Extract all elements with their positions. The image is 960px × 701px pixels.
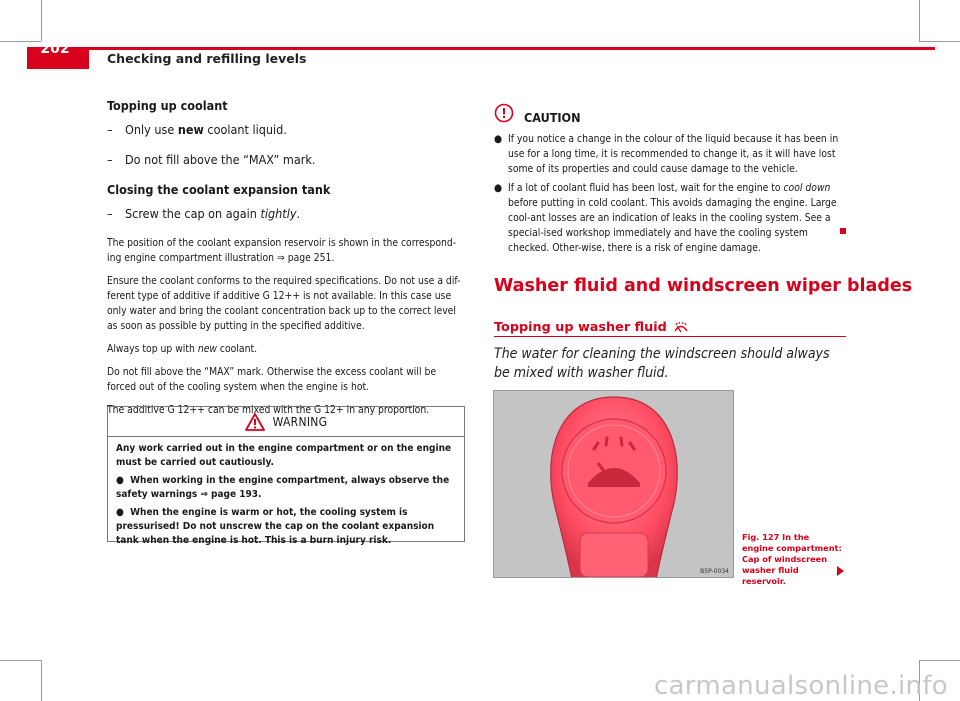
warning-bullet-item xyxy=(116,474,456,501)
step-new-coolant xyxy=(107,122,465,137)
footer-watermark: carmanualsonline.info xyxy=(653,671,948,701)
step-dash: – xyxy=(107,152,113,167)
para-pre: Always top up with xyxy=(107,343,198,355)
warning-body xyxy=(108,437,464,547)
crop-mark xyxy=(919,41,960,42)
paragraph-max-mark: Do not fill above the “MAX” mark. Otherwise the excess coolant will be forced out of the cooling system when the engine is hot. xyxy=(107,366,437,393)
caution-text-pre: If a lot of coolant fluid has been lost, wait for the engine to xyxy=(508,182,784,194)
crop-mark xyxy=(919,660,960,661)
para-italic: new xyxy=(197,343,217,355)
header-rule xyxy=(27,47,935,50)
page-number: 202 xyxy=(40,41,70,57)
left-column xyxy=(107,98,465,426)
step-text xyxy=(125,122,287,137)
bullet-dot: ● xyxy=(116,507,124,519)
caution-icon xyxy=(494,103,514,123)
step-dash: – xyxy=(107,206,113,221)
figure-washer-cap xyxy=(493,390,734,578)
paragraph-position: The position of the coolant expansion reservoir is shown in the correspond-ing engine compartment illustration ⇒ page 251. xyxy=(107,237,457,264)
caution-bullet-text xyxy=(508,181,846,256)
warning-paragraph: Any work carried out in the engine compartment or on the engine must be carried out cautiously. xyxy=(116,443,452,468)
step-text: Do not fill above the “MAX” mark. xyxy=(125,152,316,167)
figure-code: B5P-0034 xyxy=(700,568,729,575)
crop-mark xyxy=(41,660,42,701)
paragraph-additive: The additive G 12++ can be mixed with the G 12+ in any proportion. xyxy=(107,404,430,416)
caution-text-post: before putting in cold coolant. This avoids damaging the engine. Large cool-ant losses are an indication of leaks in the cooling system. See a special-ised workshop immediately and have the cooling system checked. Other-wise, there is a risk of engine damage. xyxy=(508,197,837,254)
closing-heading: Closing the coolant expansion tank xyxy=(107,182,331,197)
continue-arrow-icon xyxy=(837,566,844,576)
right-column xyxy=(494,100,846,260)
caution-header xyxy=(494,100,846,125)
warning-bullet-text: When working in the engine compartment, always observe the safety warnings ⇒ page 193. xyxy=(116,475,450,500)
caution-bullet-item xyxy=(494,181,846,256)
crop-mark xyxy=(41,0,42,41)
caution-text-italic: cool down xyxy=(783,182,831,194)
bullet-dot: ● xyxy=(494,182,503,194)
warning-triangle-icon xyxy=(245,413,265,431)
figure-caption: Fig. 127 In the engine compartment: Cap of windscreen washer fluid reservoir. xyxy=(742,532,842,586)
step-text-italic: tightly xyxy=(260,206,297,221)
paragraph-specifications: Ensure the coolant conforms to the required specifications. Do not use a dif-ferent type of additive if additive G 12++ is not available. In this case use only water and bring the coolant concentration back up to the correct level as soon as possible by putting in the specified additive. xyxy=(107,275,461,332)
caution-title: CAUTION xyxy=(524,110,581,125)
step-dash: – xyxy=(107,122,113,137)
para-post: coolant. xyxy=(216,343,258,355)
washer-cap-illustration xyxy=(494,391,734,578)
step-text-pre: Only use xyxy=(125,122,178,137)
step-max-mark xyxy=(107,152,465,167)
topping-heading: Topping up coolant xyxy=(107,98,228,113)
step-screw-cap xyxy=(107,206,465,221)
step-text-post: . xyxy=(296,206,301,221)
intro-text: The water for cleaning the windscreen should always be mixed with washer fluid. xyxy=(494,346,830,381)
crop-mark xyxy=(0,660,41,661)
header-title: Checking and refilling levels xyxy=(107,51,307,66)
crop-mark xyxy=(919,0,920,41)
crop-mark xyxy=(0,41,41,42)
warning-header xyxy=(108,407,464,437)
step-text-bold: new xyxy=(177,122,204,137)
warning-box xyxy=(107,406,465,546)
warning-bullet-text: When the engine is warm or hot, the cooling system is pressurised! Do not unscrew the cap on the coolant expansion tank when the engine is hot. This is a burn injury risk. xyxy=(116,507,435,546)
washer-fluid-icon xyxy=(673,322,689,334)
subsection-rule xyxy=(494,336,846,337)
subsection-title-text: Topping up washer fluid xyxy=(494,320,667,335)
paragraph-top-up xyxy=(107,342,465,357)
bullet-dot: ● xyxy=(116,475,124,487)
subsection-title xyxy=(494,320,689,335)
warning-bullet-item xyxy=(116,506,456,547)
page-number-box xyxy=(27,41,89,69)
step-text xyxy=(125,206,300,221)
bullet-dot: ● xyxy=(494,133,503,145)
step-text-post: coolant liquid. xyxy=(203,122,287,137)
warning-title: WARNING xyxy=(272,414,328,429)
section-title: Washer fluid and windscreen wiper blades xyxy=(494,276,913,296)
caution-bullet-item xyxy=(494,132,846,177)
caution-bullet-text: If you notice a change in the colour of the liquid because it has been in use for a long time, it is recommended to change it, as it will have lost some of its properties and could cause damage to the vehicle. xyxy=(508,133,839,175)
step-text-pre: Screw the cap on again xyxy=(125,206,261,221)
end-of-section-mark xyxy=(840,228,846,234)
